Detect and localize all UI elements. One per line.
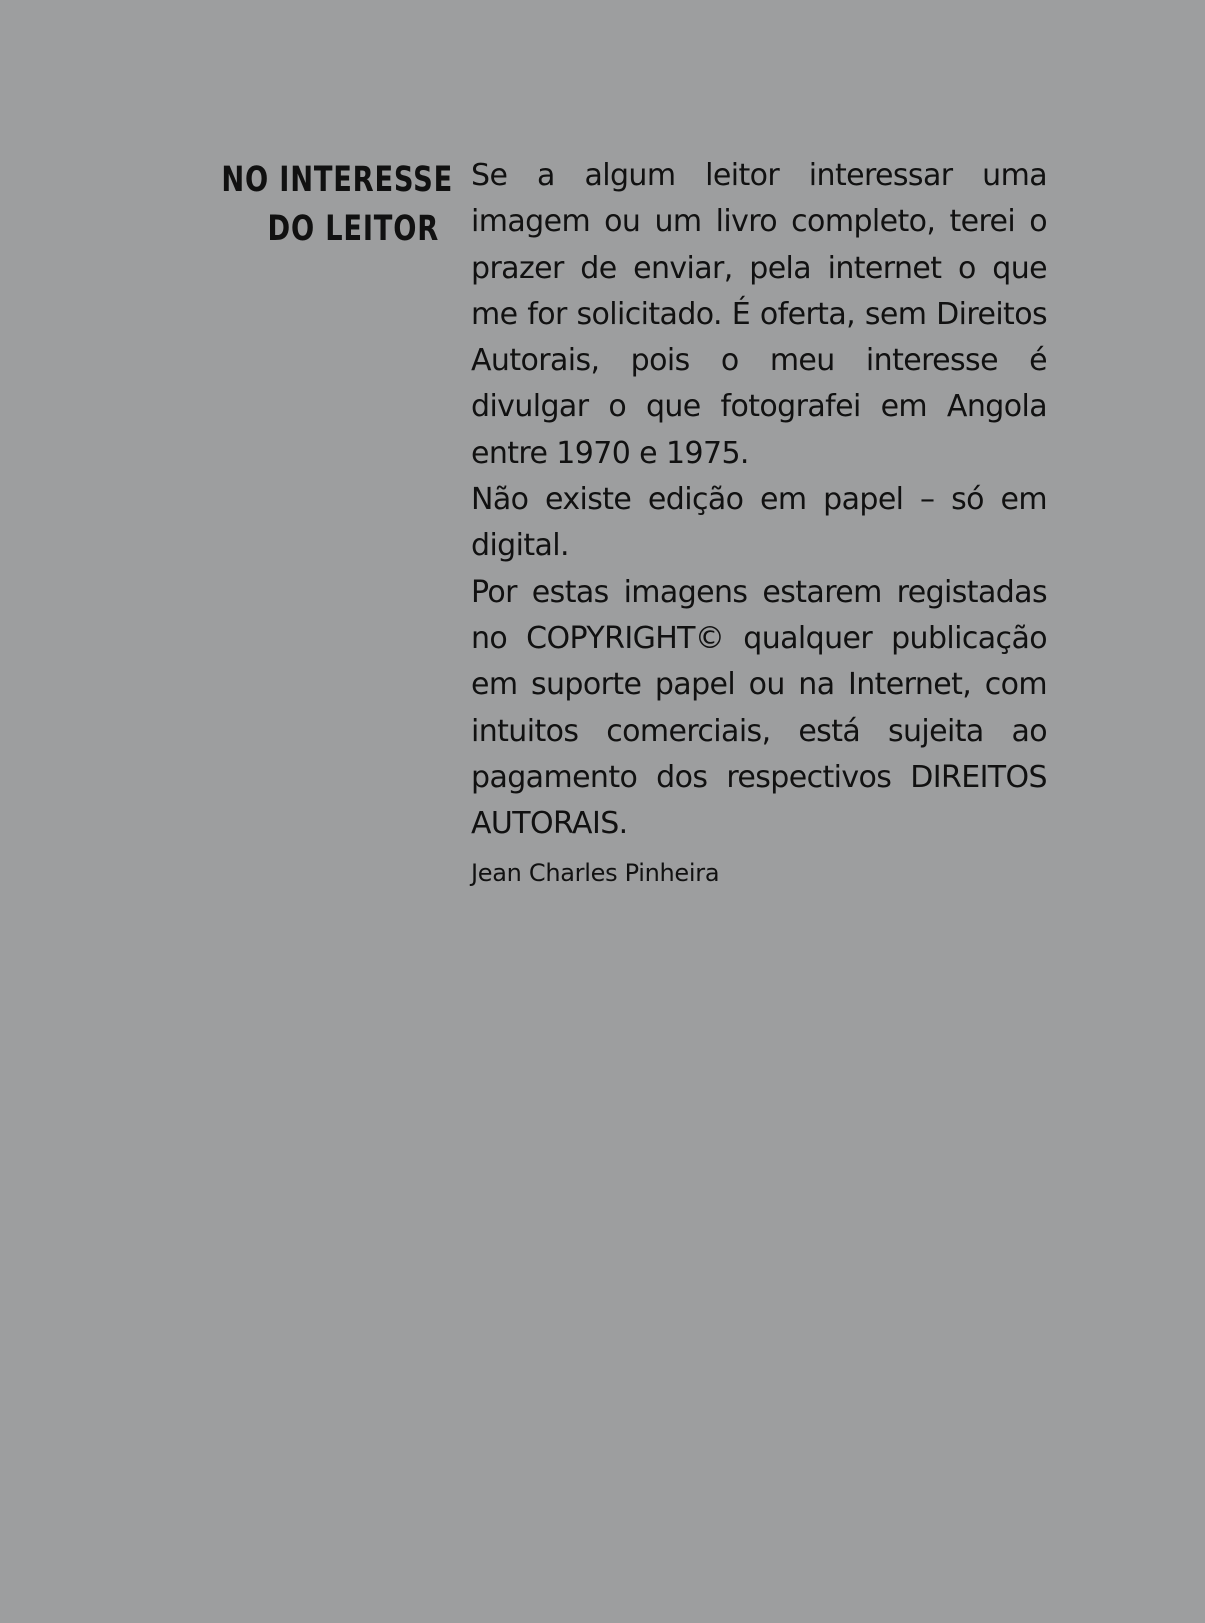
body-text [471, 153, 1047, 889]
paragraph-copyright: Por estas imagens estarem registadas no COPYRIGHT© qualquer publicação em suporte papel ou na Internet, com intuitos comerciais, está sujeita ao pagamento dos respectivos DIREITOS AUTORAIS. [471, 574, 1047, 842]
section-heading [221, 156, 454, 254]
author-signature: Jean Charles Pinheira [471, 859, 720, 888]
paragraph-offer: Se a algum leitor interessar uma imagem ou um livro completo, terei o prazer de enviar, pela internet o que me for solicitado. É oferta, sem Direitos Autorais, pois o meu interesse é divulgar o que fotografei em Angola entre 1970 e 1975. [471, 158, 1047, 471]
heading-line-2: DO LEITOR [267, 209, 439, 249]
paragraph-digital-only: Não existe edição em papel – só em digital. [471, 482, 1047, 564]
heading-line-1: NO INTERESSE [221, 160, 454, 200]
